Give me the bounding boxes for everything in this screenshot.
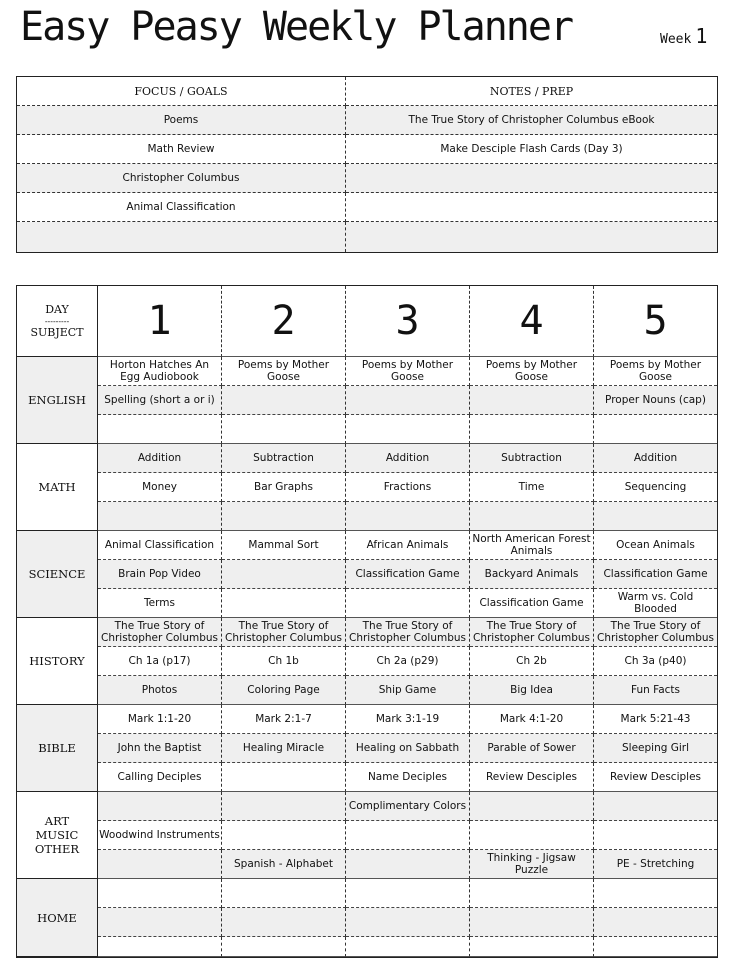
schedule-cell[interactable]: Money xyxy=(98,473,222,502)
schedule-cell[interactable]: Terms xyxy=(98,589,222,618)
schedule-cell[interactable]: Coloring Page xyxy=(222,676,346,705)
schedule-cell[interactable] xyxy=(222,821,346,850)
schedule-cell[interactable] xyxy=(222,502,346,531)
schedule-cell[interactable] xyxy=(346,908,470,937)
schedule-cell[interactable]: Sequencing xyxy=(594,473,717,502)
schedule-cell[interactable]: Poems by Mother Goose xyxy=(594,357,717,386)
schedule-cell[interactable]: John the Baptist xyxy=(98,734,222,763)
schedule-cell[interactable] xyxy=(346,821,470,850)
schedule-cell[interactable] xyxy=(222,415,346,444)
focus-goal-cell[interactable]: Poems xyxy=(17,106,346,135)
schedule-cell[interactable] xyxy=(594,908,717,937)
schedule-cell[interactable]: The True Story of Christopher Columbus xyxy=(470,618,594,647)
schedule-cell[interactable]: Calling Deciples xyxy=(98,763,222,792)
schedule-cell[interactable]: Mark 4:1-20 xyxy=(470,705,594,734)
schedule-cell[interactable]: The True Story of Christopher Columbus xyxy=(222,618,346,647)
schedule-cell[interactable]: African Animals xyxy=(346,531,470,560)
schedule-cell[interactable]: Brain Pop Video xyxy=(98,560,222,589)
schedule-cell[interactable] xyxy=(470,879,594,908)
focus-goal-cell[interactable]: Math Review xyxy=(17,135,346,164)
schedule-cell[interactable]: Mark 1:1-20 xyxy=(98,705,222,734)
schedule-cell[interactable]: Time xyxy=(470,473,594,502)
schedule-cell[interactable]: Subtraction xyxy=(470,444,594,473)
schedule-cell[interactable]: Healing on Sabbath xyxy=(346,734,470,763)
schedule-cell[interactable] xyxy=(346,502,470,531)
schedule-cell[interactable] xyxy=(346,415,470,444)
schedule-cell[interactable] xyxy=(98,850,222,879)
schedule-cell[interactable] xyxy=(594,792,717,821)
schedule-cell[interactable]: PE - Stretching xyxy=(594,850,717,879)
schedule-cell[interactable]: Animal Classification xyxy=(98,531,222,560)
week-label: Week xyxy=(660,32,692,47)
schedule-cell[interactable]: Backyard Animals xyxy=(470,560,594,589)
schedule-cell[interactable]: Ch 1a (p17) xyxy=(98,647,222,676)
page-title: Easy Peasy Weekly Planner xyxy=(20,4,573,50)
schedule-cell[interactable] xyxy=(222,560,346,589)
schedule-cell[interactable]: Big Idea xyxy=(470,676,594,705)
schedule-cell[interactable] xyxy=(222,386,346,415)
schedule-cell[interactable]: Mark 2:1-7 xyxy=(222,705,346,734)
schedule-cell[interactable] xyxy=(346,850,470,879)
schedule-cell[interactable]: Poems by Mother Goose xyxy=(222,357,346,386)
schedule-cell[interactable]: Addition xyxy=(594,444,717,473)
schedule-cell[interactable]: Sleeping Girl xyxy=(594,734,717,763)
schedule-cell[interactable] xyxy=(222,879,346,908)
notes-prep-cell[interactable] xyxy=(346,193,717,222)
schedule-cell[interactable]: Woodwind Instruments xyxy=(98,821,222,850)
schedule-cell[interactable] xyxy=(98,937,222,957)
schedule-cell[interactable]: Thinking - Jigsaw Puzzle xyxy=(470,850,594,879)
schedule-cell[interactable]: Name Deciples xyxy=(346,763,470,792)
notes-prep-cell[interactable]: Make Desciple Flash Cards (Day 3) xyxy=(346,135,717,164)
schedule-cell[interactable]: Poems by Mother Goose xyxy=(346,357,470,386)
schedule-cell[interactable] xyxy=(470,821,594,850)
schedule-cell[interactable]: Classification Game xyxy=(594,560,717,589)
schedule-cell[interactable] xyxy=(98,792,222,821)
schedule-cell[interactable]: Spelling (short a or i) xyxy=(98,386,222,415)
schedule-cell[interactable]: Horton Hatches An Egg Audiobook xyxy=(98,357,222,386)
notes-prep-cell[interactable] xyxy=(346,164,717,193)
schedule-cell[interactable]: Parable of Sower xyxy=(470,734,594,763)
schedule-cell[interactable] xyxy=(594,415,717,444)
schedule-cell[interactable] xyxy=(222,589,346,618)
focus-goal-cell[interactable]: Animal Classification xyxy=(17,193,346,222)
schedule-cell[interactable] xyxy=(594,502,717,531)
schedule-cell[interactable]: Complimentary Colors xyxy=(346,792,470,821)
day-header-1: 1 xyxy=(98,286,222,357)
schedule-cell[interactable]: Healing Miracle xyxy=(222,734,346,763)
week-number: 1 xyxy=(695,24,708,48)
subject-label-4: BIBLE xyxy=(17,705,98,792)
schedule-cell[interactable]: Poems by Mother Goose xyxy=(470,357,594,386)
schedule-cell[interactable]: Mark 3:1-19 xyxy=(346,705,470,734)
schedule-cell[interactable]: Subtraction xyxy=(222,444,346,473)
schedule-cell[interactable] xyxy=(222,937,346,957)
schedule-cell[interactable]: Proper Nouns (cap) xyxy=(594,386,717,415)
schedule-cell[interactable] xyxy=(222,908,346,937)
schedule-cell[interactable] xyxy=(98,879,222,908)
schedule-cell[interactable] xyxy=(594,879,717,908)
weekly-schedule-table xyxy=(16,285,718,958)
day-header-3: 3 xyxy=(346,286,470,357)
schedule-cell[interactable]: Review Desciples xyxy=(470,763,594,792)
schedule-cell[interactable] xyxy=(470,937,594,957)
schedule-cell[interactable]: Mark 5:21-43 xyxy=(594,705,717,734)
schedule-cell[interactable]: Ship Game xyxy=(346,676,470,705)
subject-label-5: ART MUSIC OTHER xyxy=(17,792,98,879)
schedule-cell[interactable] xyxy=(470,792,594,821)
day-header-4: 4 xyxy=(470,286,594,357)
schedule-cell[interactable] xyxy=(470,386,594,415)
schedule-cell[interactable] xyxy=(470,415,594,444)
schedule-cell[interactable]: North American Forest Animals xyxy=(470,531,594,560)
schedule-cell[interactable]: Ch 1b xyxy=(222,647,346,676)
schedule-cell[interactable] xyxy=(98,502,222,531)
notes-prep-cell[interactable] xyxy=(346,222,717,252)
schedule-cell[interactable] xyxy=(594,821,717,850)
day-header-5: 5 xyxy=(594,286,717,357)
day-subject-corner xyxy=(17,286,98,357)
day-header-2: 2 xyxy=(222,286,346,357)
schedule-cell[interactable]: Ch 2b xyxy=(470,647,594,676)
focus-goal-cell[interactable] xyxy=(17,222,346,252)
schedule-cell[interactable]: Classification Game xyxy=(470,589,594,618)
schedule-cell[interactable]: The True Story of Christopher Columbus xyxy=(346,618,470,647)
focus-goals-header: FOCUS / GOALS xyxy=(17,77,346,106)
schedule-cell[interactable]: Ocean Animals xyxy=(594,531,717,560)
schedule-cell[interactable] xyxy=(346,589,470,618)
week-indicator xyxy=(660,24,707,48)
corner-separator: --------- xyxy=(44,316,70,326)
schedule-cell[interactable] xyxy=(346,879,470,908)
schedule-cell[interactable]: Addition xyxy=(346,444,470,473)
schedule-cell[interactable] xyxy=(222,763,346,792)
schedule-cell[interactable] xyxy=(346,937,470,957)
schedule-cell[interactable]: The True Story of Christopher Columbus xyxy=(594,618,717,647)
schedule-cell[interactable]: Fractions xyxy=(346,473,470,502)
schedule-cell[interactable] xyxy=(346,386,470,415)
schedule-cell[interactable]: Review Desciples xyxy=(594,763,717,792)
schedule-cell[interactable]: Mammal Sort xyxy=(222,531,346,560)
schedule-cell[interactable] xyxy=(98,415,222,444)
schedule-cell[interactable]: Addition xyxy=(98,444,222,473)
notes-prep-header: NOTES / PREP xyxy=(346,77,717,106)
schedule-cell[interactable]: Ch 2a (p29) xyxy=(346,647,470,676)
schedule-cell[interactable]: Warm vs. Cold Blooded xyxy=(594,589,717,618)
schedule-cell[interactable] xyxy=(470,502,594,531)
subject-label-0: ENGLISH xyxy=(17,357,98,444)
focus-goal-cell[interactable]: Christopher Columbus xyxy=(17,164,346,193)
schedule-cell[interactable] xyxy=(98,908,222,937)
subject-label-3: HISTORY xyxy=(17,618,98,705)
schedule-cell[interactable]: Ch 3a (p40) xyxy=(594,647,717,676)
schedule-cell[interactable]: Spanish - Alphabet xyxy=(222,850,346,879)
schedule-cell[interactable]: Classification Game xyxy=(346,560,470,589)
subject-label-2: SCIENCE xyxy=(17,531,98,618)
schedule-cell[interactable] xyxy=(222,792,346,821)
schedule-cell[interactable]: The True Story of Christopher Columbus xyxy=(98,618,222,647)
schedule-cell[interactable] xyxy=(470,908,594,937)
subject-label-6: HOME xyxy=(17,879,98,957)
corner-day-label: DAY xyxy=(45,302,69,316)
notes-prep-cell[interactable]: The True Story of Christopher Columbus eBook xyxy=(346,106,717,135)
subject-label-1: MATH xyxy=(17,444,98,531)
schedule-cell[interactable]: Bar Graphs xyxy=(222,473,346,502)
schedule-cell[interactable]: Photos xyxy=(98,676,222,705)
schedule-cell[interactable]: Fun Facts xyxy=(594,676,717,705)
schedule-cell[interactable] xyxy=(594,937,717,957)
corner-subject-label: SUBJECT xyxy=(30,325,84,339)
focus-notes-table xyxy=(16,76,718,253)
